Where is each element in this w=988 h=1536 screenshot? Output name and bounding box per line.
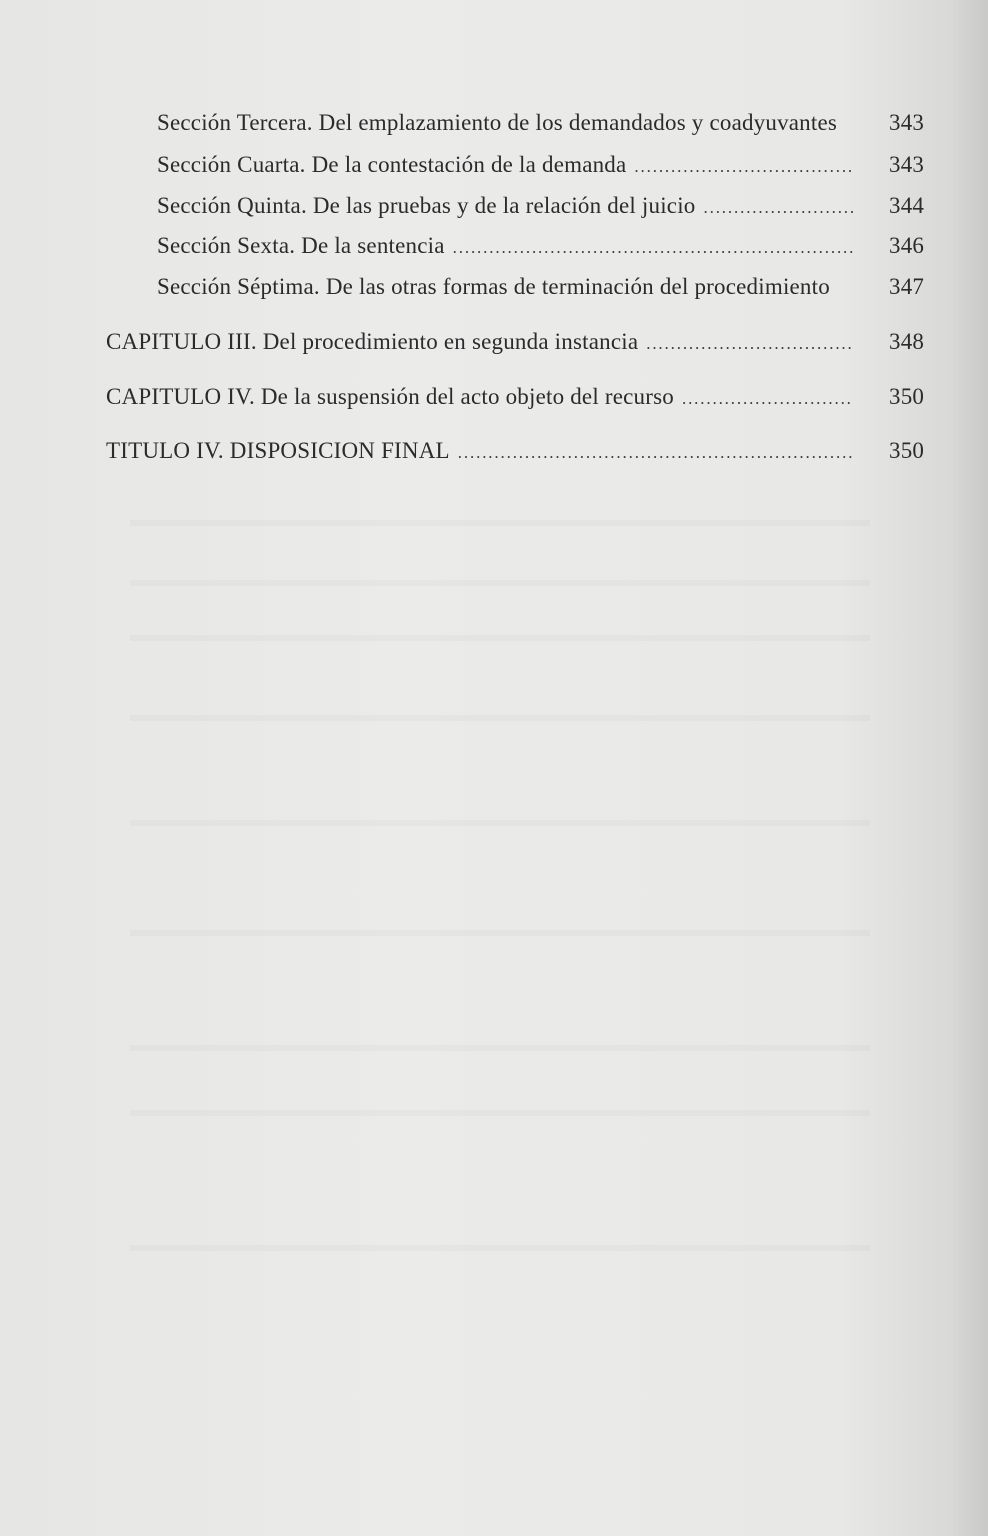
dot-leader: [453, 238, 853, 258]
toc-entry: [157, 233, 925, 259]
toc-entry-title: Sección Tercera. Del emplazamiento de los demandados y coadyuvantes: [157, 110, 838, 135]
dot-leader: [458, 443, 853, 463]
toc-entry-page: 350: [889, 384, 925, 409]
toc-entry-title: Sección Quinta. De las pruebas y de la relación del juicio: [157, 193, 696, 218]
toc-entry-title: CAPITULO III. Del procedimiento en segunda instancia: [106, 329, 639, 354]
dot-leader: [704, 198, 854, 218]
dot-leader: [646, 334, 853, 354]
toc-entry-page: 347: [889, 274, 925, 299]
toc-entry: [106, 438, 925, 464]
toc-entry-title: TITULO IV. DISPOSICION FINAL: [106, 438, 450, 463]
toc-entry-page: 350: [889, 438, 925, 463]
bleed-through: [130, 930, 870, 936]
toc-entry-title: Sección Séptima. De las otras formas de terminación del procedimiento: [157, 274, 830, 299]
toc-entry: [157, 152, 925, 178]
bleed-through: [130, 1110, 870, 1116]
dot-leader: [682, 389, 853, 409]
toc-entry-title: Sección Cuarta. De la contestación de la demanda: [157, 152, 627, 177]
toc-entry-page: 343: [889, 152, 925, 177]
toc-entry-title: Sección Sexta. De la sentencia: [157, 233, 445, 258]
toc-entry-page: 346: [889, 233, 925, 258]
toc-entry-page: 343: [889, 110, 925, 135]
toc-entry: [106, 329, 925, 355]
toc-entry-page: 344: [889, 193, 925, 218]
toc-entry: [157, 193, 925, 219]
bleed-through: [130, 1045, 870, 1051]
toc-entry-page: 348: [889, 329, 925, 354]
toc-entry-title: CAPITULO IV. De la suspensión del acto objeto del recurso: [106, 384, 674, 409]
bleed-through: [130, 1245, 870, 1251]
dot-leader: [634, 157, 853, 177]
bleed-through: [130, 580, 870, 586]
bleed-through: [130, 715, 870, 721]
toc-entry: [157, 110, 925, 136]
toc-entry: [157, 274, 925, 300]
toc-entry: [106, 384, 925, 410]
bleed-through: [130, 820, 870, 826]
bleed-through: [130, 635, 870, 641]
bleed-through: [130, 520, 870, 526]
